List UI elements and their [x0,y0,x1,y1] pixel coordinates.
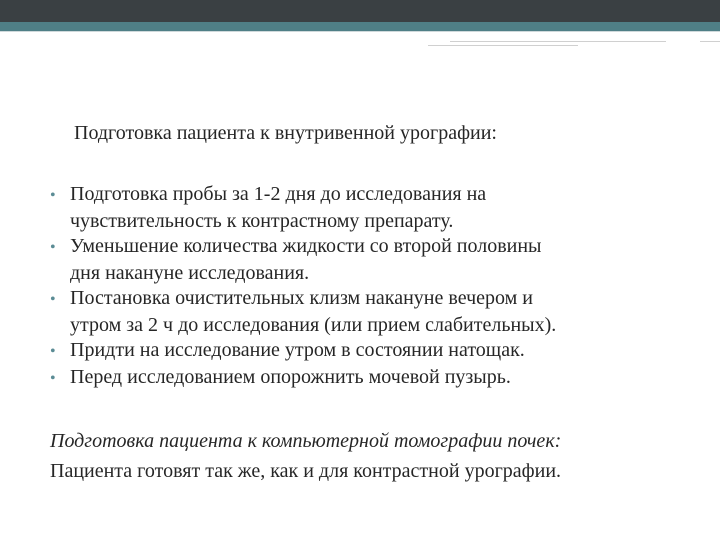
bullet-text: утром за 2 ч до исследования (или прием слабительных). [70,313,557,336]
bullet-item [0,365,700,392]
bullet-text: Постановка очистительных клизм накануне вечером и [70,287,533,309]
decorative-line [450,41,666,42]
bullet-item [0,182,700,234]
bullet-icon: • [50,239,56,256]
bullet-text: Подготовка пробы за 1-2 дня до исследования на [70,183,487,205]
bullet-icon: • [50,187,56,204]
bullet-item [0,338,700,365]
bullet-text: Перед исследованием опорожнить мочевой пузырь. [70,365,511,388]
slide-subtitle: Подготовка пациента к внутривенной урографии: [74,122,497,144]
bullet-text: Уменьшение количества жидкости со второй половины [70,235,542,257]
header-divider [0,31,720,32]
bullet-item [0,234,700,286]
ct-preparation-heading: Подготовка пациента к компьютерной томографии почек: [50,430,562,452]
decorative-line [700,41,720,42]
bullet-icon: • [50,291,56,308]
bullet-item [0,286,700,338]
ct-preparation-text: Пациента готовят так же, как и для контрастной урографии. [50,460,562,482]
bullet-icon: • [50,369,56,387]
bullet-text: чувствительность к контрастному препарату. [70,209,454,232]
bullet-text: Придти на исследование утром в состоянии натощак. [70,339,525,361]
bullet-list [0,182,700,391]
header-bar-teal [0,22,720,31]
decorative-line [428,45,578,46]
header-bar-dark [0,0,720,22]
bullet-icon: • [50,343,56,360]
bullet-text: дня накануне исследования. [70,261,310,284]
